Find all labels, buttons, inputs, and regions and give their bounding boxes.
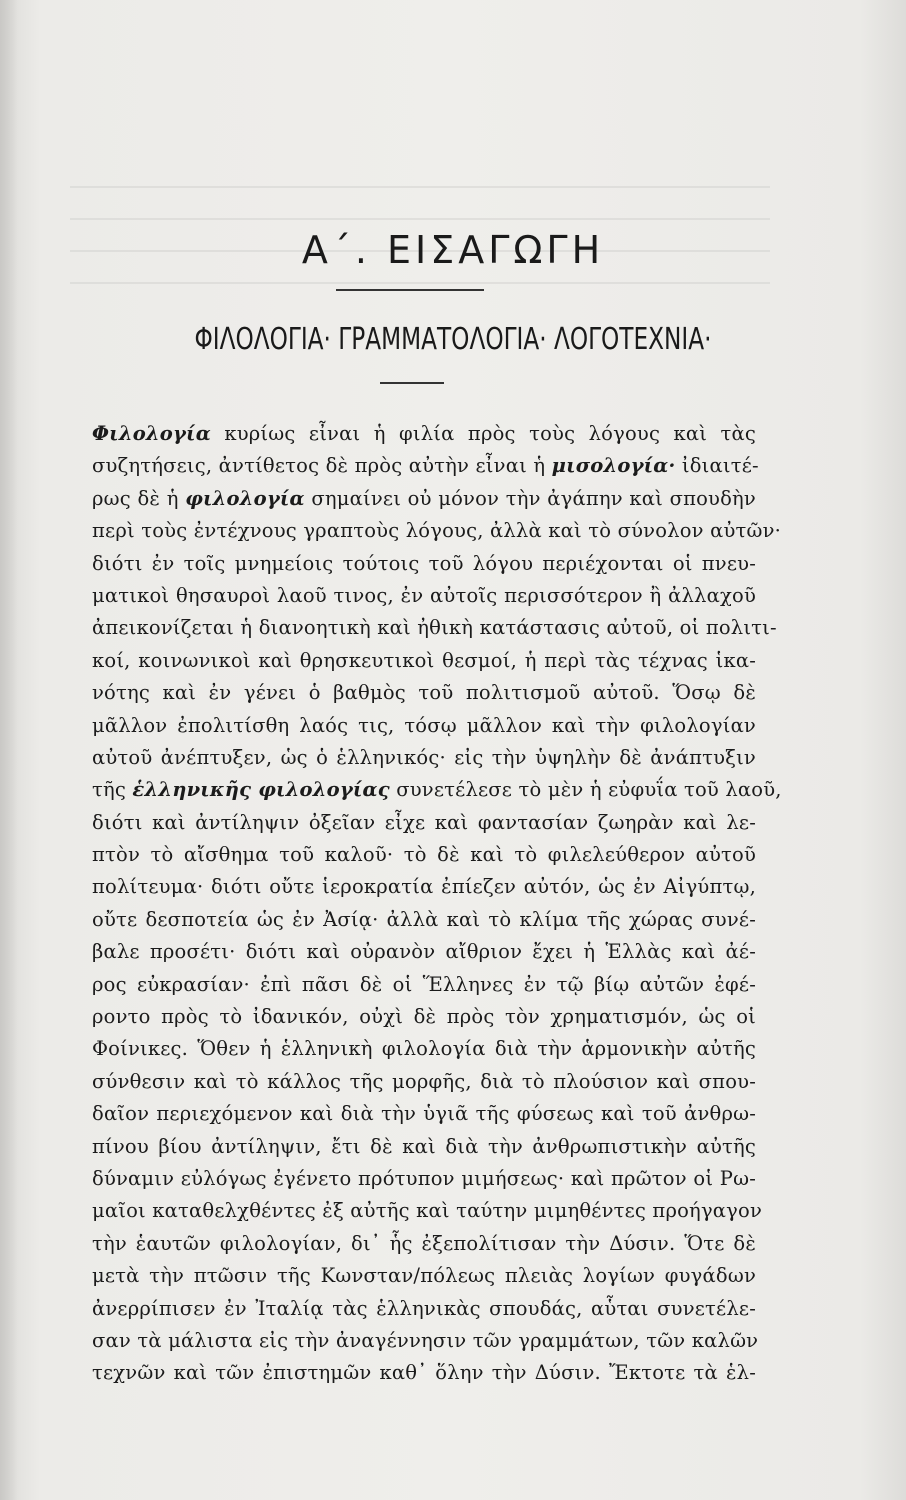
text-line [92,645,756,677]
bleed-through-line [70,282,770,284]
text-run: πίνου βίου ἀντίληψιν, ἔτι δὲ καὶ διὰ τὴν ἀνθρωπιστικὴν αὐτῆς [92,1134,756,1158]
text-run: βαλε προσέτι· διότι καὶ οὐρανὸν αἴθριον ἔχει ἡ Ἑλλὰς καὶ ἀέ- [92,940,756,964]
text-run: τῆς [92,778,133,802]
text-line [92,580,756,612]
text-run: σαν τὰ μάλιστα εἰς τὴν ἀναγέννησιν τῶν γραμμάτων, τῶν καλῶν [92,1328,759,1352]
text-line [92,807,756,839]
text-run: τεχνῶν καὶ τῶν ἐπιστημῶν καθ᾽ ὅλην τὴν Δύσιν. Ἔκτοτε τὰ ἑλ- [92,1361,756,1385]
text-line [92,1325,759,1357]
text-line [92,1098,756,1130]
text-run: ματικοὶ θησαυροὶ λαοῦ τινος, ἐν αὐτοῖς περισσότερον ἢ ἀλλαχοῦ [92,583,756,607]
body-paragraph [92,418,782,1390]
text-run: κοί, κοινωνικοὶ καὶ θρησκευτικοὶ θεσμοί, ἡ περὶ τὰς τέχνας ἱκα- [92,648,756,672]
text-run: ροντο πρὸς τὸ ἰδανικόν, οὐχὶ δὲ πρὸς τὸν χρηματισμόν, ὡς οἱ [92,1005,756,1029]
text-run: ρος εὐκρασίαν· ἐπὶ πᾶσι δὲ οἱ Ἕλληνες ἐν τῷ βίῳ αὐτῶν ἐφέ- [92,972,756,996]
text-line [92,936,756,968]
text-run: αὐτοῦ ἀνέπτυξεν, ὡς ὁ ἑλληνικός· εἰς τὴν ὑψηλὴν δὲ ἀνάπτυξιν [92,745,756,769]
subtitle-rule [380,382,444,384]
text-run: μᾶλλον ἐπολιτίσθη λαός τις, τόσῳ μᾶλλον καὶ τὴν φιλολογίαν [92,713,756,737]
text-run: σύνθεσιν καὶ τὸ κάλλος τῆς μορφῆς, διὰ τὸ πλούσιον καὶ σπου- [92,1069,756,1093]
text-line [92,871,756,903]
text-run: συνετέλεσε τὸ μὲν ἡ εὐφυΐα τοῦ λαοῦ, [389,778,782,802]
text-run: διότι καὶ ἀντίληψιν ὀξεῖαν εἶχε καὶ φαντασίαν ζωηρὰν καὶ λε- [92,810,756,834]
text-line [92,839,756,871]
text-run: ἀπεικονίζεται ἡ διανοητικὴ καὶ ἠθικὴ κατάστασις αὐτοῦ, οἱ πολιτι- [92,616,777,640]
text-line [92,969,756,1001]
text-run: ἰδιαιτέ- [675,454,759,478]
text-line [92,710,756,742]
text-run: κυρίως εἶναι ἡ φιλία πρὸς τοὺς λόγους καὶ τὰς [210,422,756,445]
emphasized-term: φιλολογία [185,486,305,510]
text-line [92,418,756,450]
text-run: ἀνερρίπισεν ἐν Ἰταλίᾳ τὰς ἑλληνικὰς σπουδάς, αὗται συνετέλε- [92,1296,756,1320]
chapter-title: Α΄. ΕΙΣΑΓΩΓΗ [301,228,605,272]
text-run: διότι ἐν τοῖς μνημείοις τούτοις τοῦ λόγου περιέχονται οἱ πνευ- [92,551,756,575]
text-run: μαῖοι καταθελχθέντες ἐξ αὐτῆς καὶ ταύτην μιμηθέντες προήγαγον [92,1199,763,1223]
text-run: ρως δὲ ἡ [92,486,186,510]
text-line [92,677,756,709]
text-line [92,1066,756,1098]
text-line [92,548,756,580]
title-rule [336,289,484,291]
text-run: μετὰ τὴν πτῶσιν τῆς Κωνσταν/πόλεως πλειὰς λογίων φυγάδων [92,1264,756,1288]
text-line [92,483,756,515]
text-line [92,515,782,547]
text-line [92,1163,756,1195]
text-line [92,612,777,644]
text-line [92,1260,756,1292]
text-run: οὔτε δεσποτεία ὡς ἐν Ἀσίᾳ· ἀλλὰ καὶ τὸ κλίμα τῆς χώρας συνέ- [92,907,756,931]
text-line [92,742,756,774]
text-line [92,1293,756,1325]
emphasized-term: Φιλολογία [92,422,211,445]
bleed-through-line [70,218,770,220]
text-line [92,1357,756,1389]
text-run: νότης καὶ ἐν γένει ὁ βαθμὸς τοῦ πολιτισμοῦ αὐτοῦ. Ὅσῳ δὲ [92,681,756,705]
emphasized-term: ἑλληνικῆς φιλολογίας [132,778,390,802]
chapter-subtitle: ΦΙΛΟΛΟΓΙΑ· ΓΡΑΜΜΑΤΟΛΟΓΙΑ· ΛΟΓΟΤΕΧΝΙΑ· [194,322,712,357]
text-line [92,450,759,482]
page-edge-shadow [0,0,18,1500]
text-run: συζητήσεις, ἀντίθετος δὲ πρὸς αὐτὴν εἶναι ἡ [92,454,552,478]
text-run: Φοίνικες. Ὅθεν ἡ ἑλληνικὴ φιλολογία διὰ τὴν ἁρμονικὴν αὐτῆς [92,1037,756,1061]
text-run: πτὸν τὸ αἴσθημα τοῦ καλοῦ· τὸ δὲ καὶ τὸ φιλελεύθερον αὐτοῦ [92,843,756,867]
text-run: πολίτευμα· διότι οὔτε ἱεροκρατία ἐπίεζεν αὐτόν, ὡς ἐν Αἰγύπτῳ, [92,875,756,899]
text-line [92,1001,756,1033]
text-line [92,1195,763,1227]
text-line [92,904,756,936]
text-line [92,774,782,806]
text-line [92,1131,756,1163]
text-run: δύναμιν εὐλόγως ἐγένετο πρότυπον μιμήσεως· καὶ πρῶτον οἱ Ρω- [92,1166,756,1190]
emphasized-term: μισολογία· [551,454,676,478]
text-run: σημαίνει οὐ μόνον τὴν ἀγάπην καὶ σπουδὴν [304,486,756,510]
text-line [92,1033,756,1065]
text-run: περὶ τοὺς ἐντέχνους γραπτοὺς λόγους, ἀλλὰ καὶ τὸ σύνολον αὐτῶν· [92,519,782,543]
text-run: τὴν ἑαυτῶν φιλολογίαν, δι᾽ ἧς ἐξεπολίτισαν τὴν Δύσιν. Ὅτε δὲ [92,1231,756,1255]
bleed-through-line [70,186,770,188]
text-line [92,1228,756,1260]
text-run: δαῖον περιεχόμενον καὶ διὰ τὴν ὑγιᾶ τῆς φύσεως καὶ τοῦ ἀνθρω- [92,1102,756,1126]
